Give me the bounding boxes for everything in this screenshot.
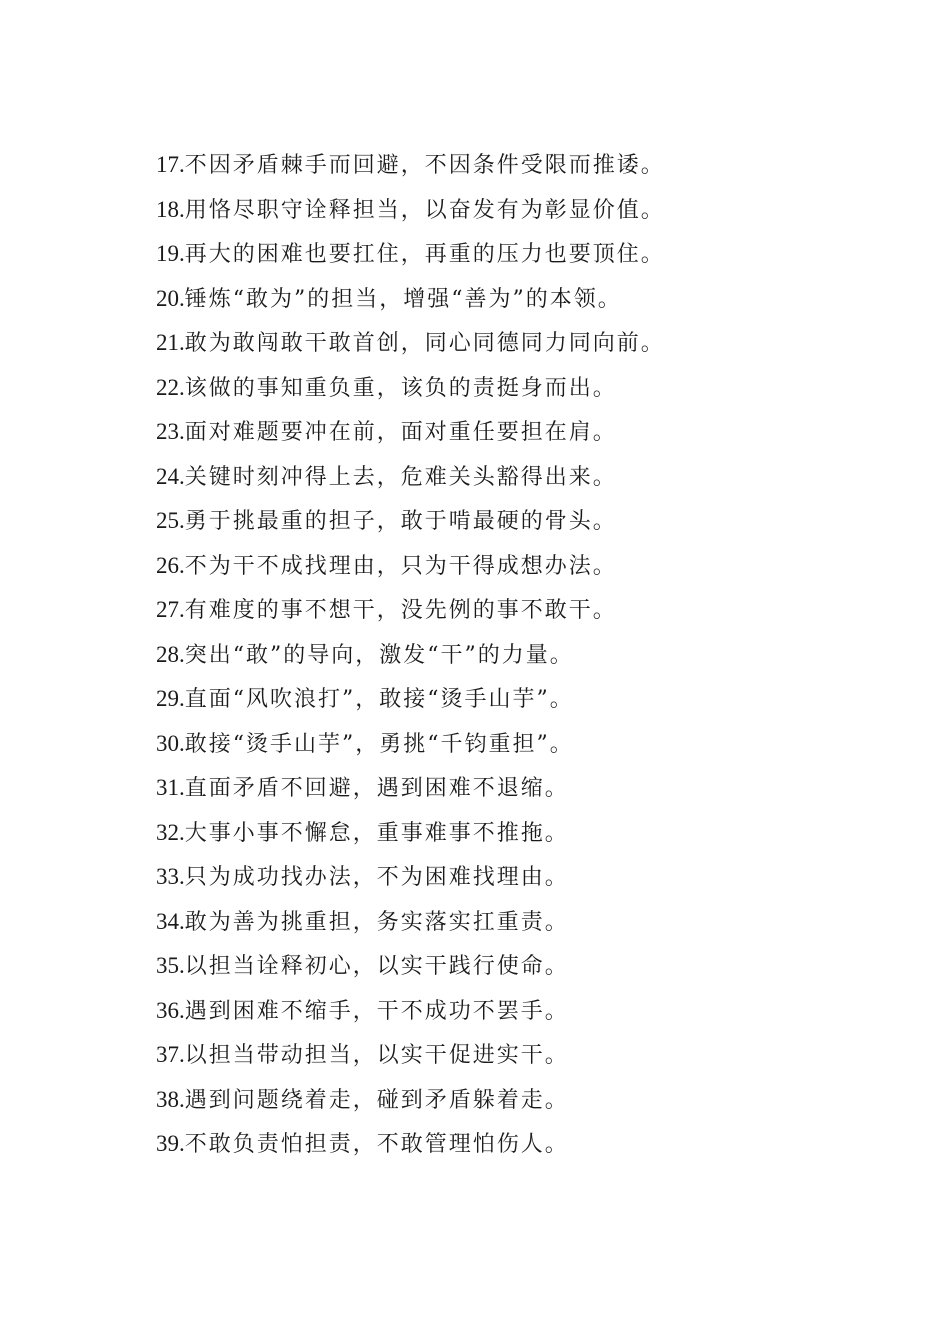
item-number: 38. [156,1086,185,1112]
item-number: 37. [156,1042,185,1067]
item-number: 24. [156,463,185,489]
item-number: 39. [156,1131,185,1156]
list-item [156,410,665,455]
item-text: 该做的事知重负重，该负的责挺身而出。 [184,375,617,401]
item-number: 29. [156,686,185,711]
item-number: 32. [156,819,185,845]
list-item [156,900,665,945]
item-text: 勇于挑最重的担子，敢于啃最硬的骨头。 [184,509,617,534]
list-item [156,1033,665,1078]
item-number: 22. [156,374,185,400]
list-item [156,188,665,233]
list-item [156,855,665,900]
item-number: 19. [156,241,185,266]
item-text: 大事小事不懈怠，重事难事不推拖。 [184,820,569,846]
item-text: 以担当诠释初心，以实干践行使命。 [184,954,569,979]
item-text: 关键时刻冲得上去，危难关头豁得出来。 [184,464,617,490]
item-text: 遇到问题绕着走，碰到矛盾躲着走。 [184,1087,569,1113]
item-number: 21. [156,330,185,355]
list-item [156,989,665,1034]
list-item [156,633,665,678]
list-item [156,722,665,767]
item-number: 17. [156,152,185,177]
item-text: 直面矛盾不回避，遇到困难不退缩。 [184,776,569,801]
list-item [156,455,665,500]
item-number: 26. [156,552,185,578]
item-text: 不敢负责怕担责，不敢管理怕伤人。 [184,1132,569,1157]
item-number: 25. [156,508,185,533]
list-item [156,277,665,322]
list-item [156,321,665,366]
list-item [156,143,665,188]
item-number: 28. [156,641,185,667]
list-item [156,944,665,989]
item-text: 面对难题要冲在前，面对重任要担在肩。 [184,420,617,445]
item-text: 直面“风吹浪打”，敢接“烫手山芋”。 [184,687,574,712]
item-text: 遇到困难不缩手，干不成功不罢手。 [184,998,569,1024]
item-text: 不因矛盾棘手而回避，不因条件受限而推诿。 [184,153,665,178]
item-text: 敢为善为挑重担，务实落实扛重责。 [184,909,569,935]
item-number: 33. [156,864,185,889]
item-number: 31. [156,775,185,800]
item-text: 敢为敢闯敢干敢首创，同心同德同力同向前。 [184,331,665,356]
item-number: 27. [156,597,185,622]
list-item [156,766,665,811]
item-number: 20. [156,285,185,311]
item-text: 只为成功找办法，不为困难找理由。 [184,865,569,890]
item-text: 有难度的事不想干，没先例的事不敢干。 [184,598,617,623]
item-number: 30. [156,730,185,756]
item-text: 锤炼“敢为”的担当，增强“善为”的本领。 [184,286,622,312]
list-item [156,544,665,589]
list-item [156,1122,665,1167]
slogan-list [156,143,665,1167]
list-item [156,499,665,544]
item-text: 不为干不成找理由，只为干得成想办法。 [184,553,617,579]
item-text: 突出“敢”的导向，激发“干”的力量。 [184,642,574,668]
list-item [156,1078,665,1123]
item-text: 再大的困难也要扛住，再重的压力也要顶住。 [184,242,665,267]
item-number: 23. [156,419,185,444]
list-item [156,588,665,633]
item-text: 敢接“烫手山芋”，勇挑“千钧重担”。 [184,731,574,757]
item-number: 34. [156,908,185,934]
item-number: 18. [156,196,185,222]
list-item [156,677,665,722]
list-item [156,232,665,277]
item-number: 36. [156,997,185,1023]
item-text: 用恪尽职守诠释担当，以奋发有为彰显价值。 [184,197,665,223]
item-number: 35. [156,953,185,978]
list-item [156,366,665,411]
list-item [156,811,665,856]
item-text: 以担当带动担当，以实干促进实干。 [184,1043,569,1068]
